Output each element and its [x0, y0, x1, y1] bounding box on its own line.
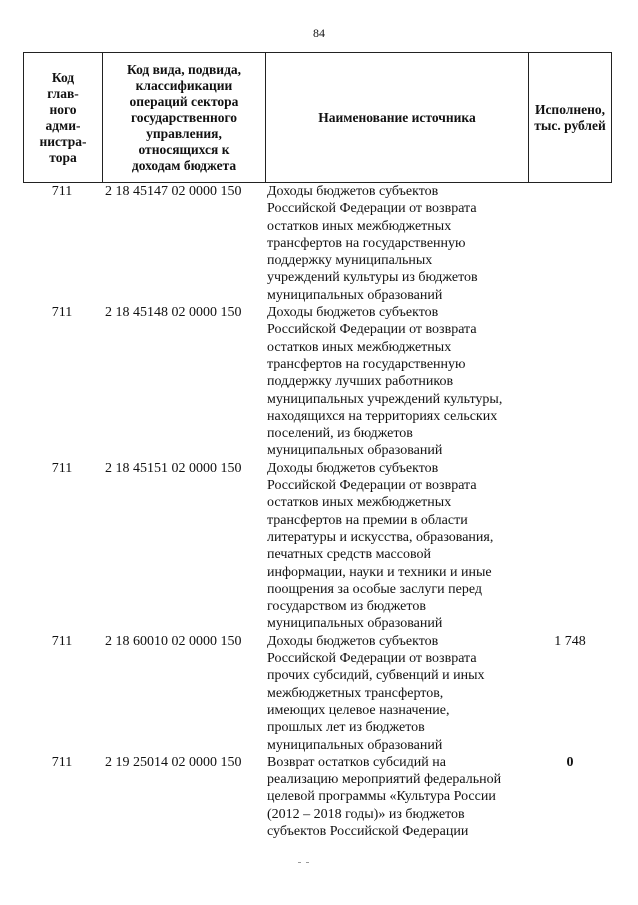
scan-speck: [306, 862, 309, 863]
header-type-code: [103, 53, 265, 182]
header-type-code-text: Код вида, подвида, классификации операций сектора государственного управления, относящихся к доходам бюджета: [126, 61, 242, 173]
admin-code-cell: 711: [51, 305, 73, 321]
amount-cell: 1 748: [554, 633, 586, 649]
header-executed-text: Исполнено, тыс. рублей: [534, 101, 606, 133]
admin-code-cell: 711: [51, 460, 73, 476]
amount-cell: 0: [566, 754, 574, 770]
type-code-cell: 2 18 45151 02 0000 150: [105, 460, 242, 476]
admin-code-cell: 711: [51, 184, 73, 199]
header-executed: [529, 53, 611, 182]
scan-speck: [298, 862, 301, 863]
table-row: [23, 460, 612, 633]
page-number: 84: [313, 26, 325, 40]
source-name-cell: Доходы бюджетов субъектов Российской Федерации от возврата остатков иных межбюджетных трансфертов на государственную поддержку лучших работников муниципальных учреждений культуры, находящихся на территориях сельских поселений, из бюджетов муниципальных образований: [267, 305, 503, 459]
table-header: [23, 52, 612, 183]
type-code-cell: 2 18 45148 02 0000 150: [105, 305, 242, 321]
source-name-cell: Доходы бюджетов субъектов Российской Федерации от возврата прочих субсидий, субвенций и иных межбюджетных трансфертов, имеющих целевое назначение, прошлых лет из бюджетов муниципальных образований: [267, 633, 485, 753]
source-name-cell: Доходы бюджетов субъектов Российской Федерации от возврата остатков иных межбюджетных трансфертов на премии в области литературы и искусства, образования, печатных средств массовой информации, науки и техники и иные поощрения за особые заслуги перед государством из бюджетов муниципальных образований: [267, 460, 494, 632]
type-code-cell: 2 18 60010 02 0000 150: [105, 633, 242, 649]
header-source-name: [266, 53, 528, 182]
type-code-cell: 2 19 25014 02 0000 150: [105, 754, 242, 770]
table-row: [23, 304, 612, 460]
source-name-cell: Возврат остатков субсидий на реализацию мероприятий федеральной целевой программы «Культура России (2012 – 2018 годы)» из бюджетов субъектов Российской Федерации: [267, 754, 502, 839]
admin-code-cell: 711: [51, 754, 73, 770]
table-body: [23, 183, 612, 840]
header-admin-code-text: Код глав- ного адми- нистра- тора: [39, 69, 87, 165]
admin-code-cell: 711: [51, 633, 73, 649]
type-code-cell: 2 18 45147 02 0000 150: [105, 184, 242, 199]
table-row: [23, 754, 612, 840]
header-admin-code: [24, 53, 102, 182]
table-row: [23, 633, 612, 754]
source-name-cell: Доходы бюджетов субъектов Российской Федерации от возврата остатков иных межбюджетных трансфертов на государственную поддержку муниципальных учреждений культуры из бюджетов муниципальных образований: [267, 184, 478, 303]
table-row: [23, 183, 612, 304]
header-source-name-text: Наименование источника: [318, 109, 476, 125]
